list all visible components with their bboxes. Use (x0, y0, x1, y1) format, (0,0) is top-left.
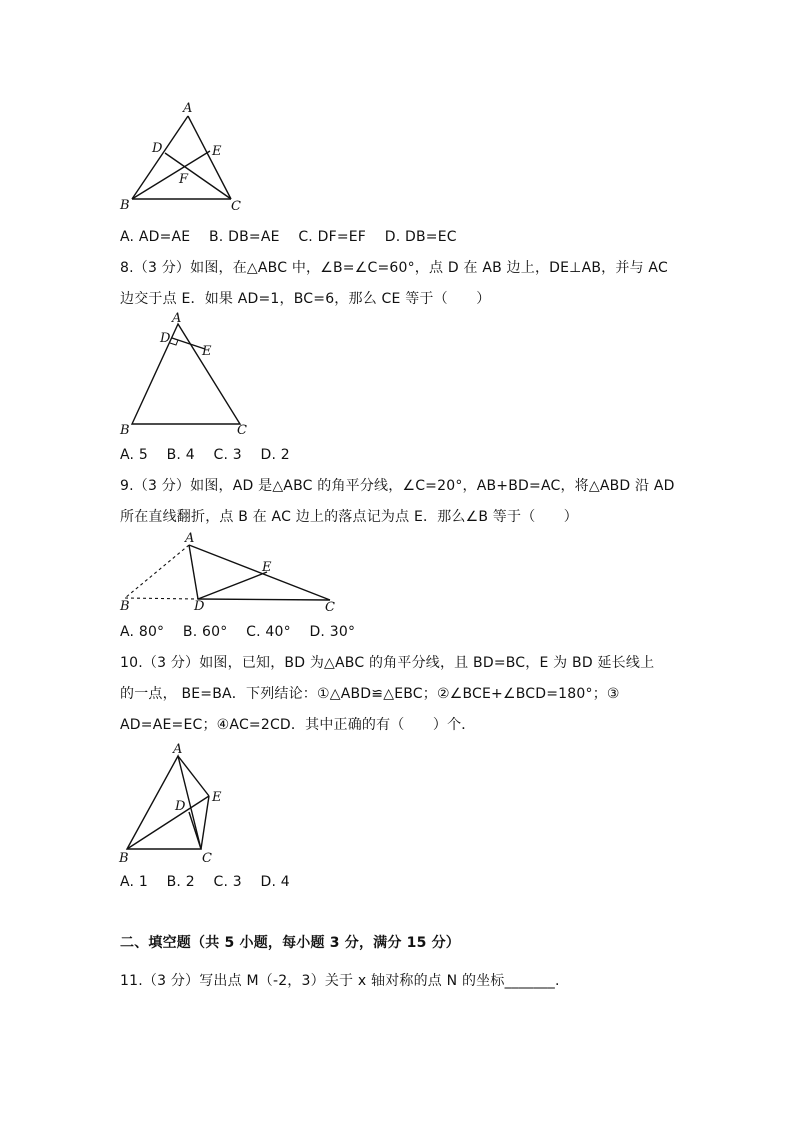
q8-text-line1: 8.（3 分）如图，在△ABC 中，∠B=∠C=60°，点 D 在 AB 边上，DE⊥AB，并与 AC (120, 260, 668, 276)
q9-label-a: A (185, 531, 195, 546)
q7-side-ac (188, 116, 231, 199)
q7-label-a: A (183, 101, 193, 116)
q8-label-b: B (120, 423, 130, 438)
q10-option-b: B. 2 (166, 874, 195, 890)
q8-option-d: D. 2 (260, 447, 290, 463)
q8-option-b: B. 4 (166, 447, 195, 463)
q10-segment-be (127, 796, 209, 849)
q7-segment-cd (165, 153, 231, 199)
q7-option-a: A. AD=AE (120, 229, 191, 245)
q8-text-line2: 边交于点 E．如果 AD=1，BC=6，那么 CE 等于（ ） (120, 291, 491, 307)
q8-label-a: A (172, 311, 182, 326)
q8-figure (110, 310, 260, 440)
q7-label-b: B (120, 198, 130, 213)
q10-label-d: D (175, 799, 186, 814)
q7-option-c: C. DF=EF (298, 229, 367, 245)
q7-option-b: B. DB=AE (209, 229, 280, 245)
q10-triangle-abc (127, 756, 201, 849)
q8-triangle-abc (132, 324, 240, 424)
q9-figure (110, 528, 345, 618)
q9-text-line2: 所在直线翻折，点 B 在 AC 边上的落点记为点 E．那么∠B 等于（ ） (120, 509, 579, 525)
q11-text: 11.（3 分）写出点 M（-2，3）关于 x 轴对称的点 N 的坐标_______. (120, 973, 560, 989)
q10-option-d: D. 4 (260, 874, 290, 890)
q9-label-e: E (262, 560, 272, 575)
q10-label-c: C (202, 851, 212, 866)
q7-figure (110, 98, 250, 216)
q7-options (120, 227, 471, 247)
q8-label-d: D (160, 331, 171, 346)
q9-segment-ad (189, 545, 198, 599)
q9-label-b: B (120, 599, 130, 614)
q10-option-a: A. 1 (120, 874, 148, 890)
q10-option-c: C. 3 (213, 874, 242, 890)
section-heading-fill-in: 二、填空题（共 5 小题，每小题 3 分，满分 15 分） (120, 935, 461, 951)
q10-text-line1: 10.（3 分）如图，已知，BD 为△ABC 的角平分线，且 BD=BC，E 为 BD 延长线上 (120, 655, 655, 671)
q7-label-f: F (179, 172, 189, 187)
q10-segment-ec (201, 796, 209, 849)
q10-label-a: A (173, 742, 183, 757)
q8-option-c: C. 3 (213, 447, 242, 463)
q9-label-c: C (325, 600, 335, 615)
q7-label-c: C (231, 199, 241, 214)
q10-options (120, 872, 304, 892)
q9-text-line1: 9.（3 分）如图，AD 是△ABC 的角平分线，∠C=20°，AB+BD=AC，将△ABD 沿 AD (120, 478, 675, 494)
q8-options (120, 445, 304, 465)
q7-label-e: E (212, 144, 222, 159)
q9-option-b: B. 60° (182, 624, 228, 640)
q9-options (120, 622, 369, 642)
q9-segment-de (198, 572, 267, 599)
q8-label-e: E (202, 344, 212, 359)
q9-dashed-bd (125, 598, 198, 599)
q9-label-d: D (194, 599, 205, 614)
q8-right-angle-mark (170, 340, 178, 345)
q7-segment-be (132, 151, 210, 199)
q8-option-a: A. 5 (120, 447, 148, 463)
q9-dashed-ab (125, 545, 189, 598)
q9-side-ac (189, 545, 330, 600)
q10-text-line3: AD=AE=EC；④AC=2CD．其中正确的有（ ）个． (120, 717, 476, 733)
q10-segment-dc (189, 812, 201, 849)
q9-option-c: C. 40° (246, 624, 291, 640)
q10-text-line2: 的一点， BE=BA．下列结论：①△ABD≌△EBC；②∠BCE+∠BCD=180°；③ (120, 686, 620, 702)
q7-option-d: D. DB=EC (384, 229, 457, 245)
q7-label-d: D (152, 141, 163, 156)
q9-option-a: A. 80° (120, 624, 165, 640)
q9-segment-dc (198, 599, 330, 600)
q8-label-c: C (237, 423, 247, 438)
q9-option-d: D. 30° (309, 624, 356, 640)
q10-label-e: E (212, 790, 222, 805)
q10-figure (110, 738, 240, 868)
q10-label-b: B (119, 851, 129, 866)
